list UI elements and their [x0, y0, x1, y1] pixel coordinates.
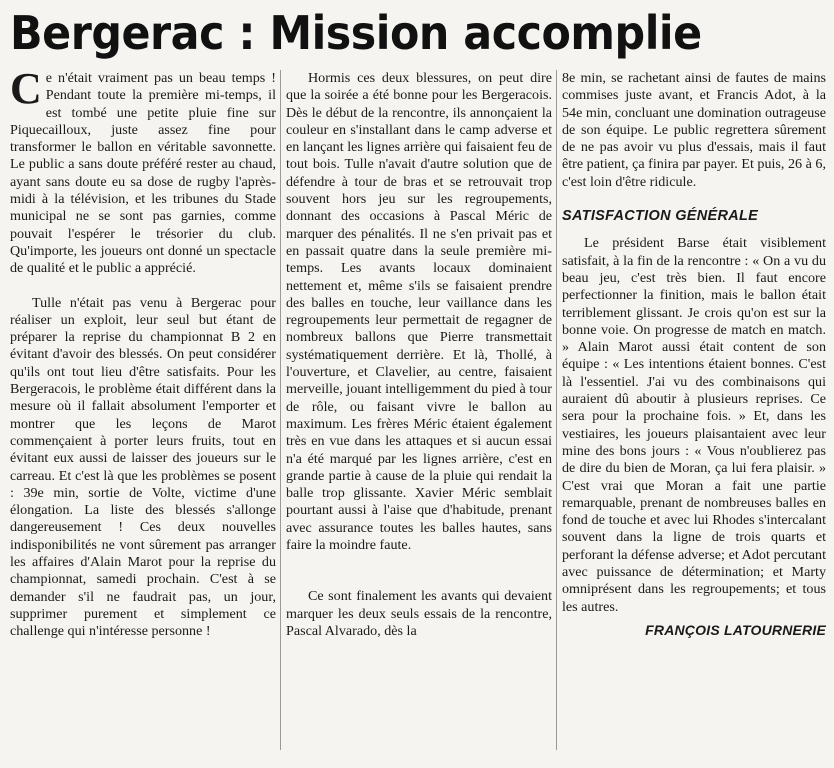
drop-cap: C	[10, 70, 42, 113]
column-divider	[556, 70, 557, 750]
paragraph: Tulle n'était pas venu à Bergerac pour réaliser un exploit, leur seul but étant de préparer la reprise du championnat B 2 en évitant d'avoir des blessés. On peut considérer qu'ils ont tout lieu d'être satisfaits. Pour les Bergeracois, le problème était différent dans la mesure où il fallait absolument l'emporter et montrer que les leçons de Marot commençaient à porter leurs fruits, tout en évitant eux aussi de laisser des joueurs sur le carreau. Et c'est là que les problèmes se posent : 39e min, sortie de Volte, victime d'une élongation. La liste des blessés s'allonge dangereusement ! Ces deux nouvelles indisponibilités ne vont sûrement pas arranger les affaires d'Alain Marot pour la reprise du championnat, samedi prochain. C'est à se demander s'il ne faudrait pas, un jour, supprimer purement et simplement ce challenge qui n'intéresse personne !	[10, 294, 276, 640]
paragraph: 8e min, se rachetant ainsi de fautes de mains commises juste avant, et Francis Adot, à la 54e min, concluant une domination outrageuse de son équipe. Le public regrettera sûrement de ne pas avoir vu plus d'essais, mais il faut être patient, ça finira par payer. Et puis, 26 à 6, c'est loin d'être ridicule.	[562, 70, 826, 190]
section-subheading: SATISFACTION GÉNÉRALE	[562, 208, 759, 225]
intro-paragraph	[10, 70, 276, 278]
column-3	[562, 70, 826, 766]
column-2	[286, 70, 552, 766]
author-signature: FRANÇOIS LATOURNERIE	[645, 621, 826, 638]
paragraph: Le président Barse était visiblement satisfait, à la fin de la rencontre : « On a vu du beau jeu, c'est très bien. Il faut encore perfectionner la finition, mais le ballon était terriblement glissant. Je crois qu'on est sur la bonne voie. On progresse de match en match. » Alain Marot aussi était content de son équipe : « Les intentions étaient bonnes. C'est là l'essentiel. J'ai vu des combinaisons qui auraient dû aboutir à plusieurs reprises. Ce sera pour la prochaine fois. » Et, dans les vestiaires, les joueurs plaisantaient avec leur mine des bons jours : « Vous n'oublierez pas de dire du bien de Moran, ça lui fera plaisir. » C'est vrai que Moran a fait une partie remarquable, prenant de nombreuses balles en fond de touche et avec lui Rhodes s'intercalant souvent dans la ligne de trois quarts et perforant la défense adverse; et Adot percutant avec puissance de détermination; et Marty omniprésent dans les regroupements; et tous les autres.	[562, 235, 826, 615]
intro-text: e n'était vraiment pas un beau temps ! Pendant toute la première mi-temps, il est tombé une petite pluie fine sur Piquecailloux, juste assez fine pour transformer le ballon en véritable savonnette. Le public a sans doute préféré rester au chaud, ayant sans doute eu sa dose de rugby l'après-midi à la télévision, et les tribunes du Stade municipal ne se sont pas garnies, comme pouvait l'espérer le trésorier du club. Qu'importe, les joueurs ont donné un spectacle de qualité et le public a apprécié.	[10, 70, 276, 277]
column-1	[10, 70, 276, 766]
paragraph: Hormis ces deux blessures, on peut dire que la soirée a été bonne pour les Bergeracois. Dès le début de la rencontre, ils annonçaient la couleur en s'installant dans le camp adverse et en lançant les lignes arrière qui faisaient feu de tout bois. Tulle n'avait d'autre solution que de défendre à tour de bras et se retrouvait trop souvent hors jeu sur les regroupements, donnant des occasions à Pascal Méric de marquer des pénalités. Il ne s'en privait pas et en passait quatre dans la seule première mi-temps. Les avants locaux dominaient nettement et, même s'ils se faisaient prendre des balles en touche, leur vaillance dans les regroupements leur permettait de regagner de nombreux ballons que Pierre transmettait systématiquement derrière. Et là, Thollé, à l'ouverture, et Clavelier, au centre, faisaient merveille, jouant intelligemment du pied à tour de rôle, ou faisant vivre le ballon au maximum. Les frères Méric étaient également très en vue dans les attaques et si aucun essai n'a été marqué par les lignes arrière, c'est en grande partie à cause de la pluie qui rendait la balle trop glissante. Xavier Méric semblait pourtant aussi à l'aise que d'habitude, prenant avec assurance toutes les balles hautes, sans faire la moindre faute.	[286, 70, 552, 554]
paragraph: Ce sont finalement les avants qui devaient marquer les deux seuls essais de la rencontre, Pascal Alvarado, dès la	[286, 588, 552, 639]
headline: Bergerac : Mission accomplie	[10, 6, 702, 60]
column-divider	[280, 70, 281, 750]
